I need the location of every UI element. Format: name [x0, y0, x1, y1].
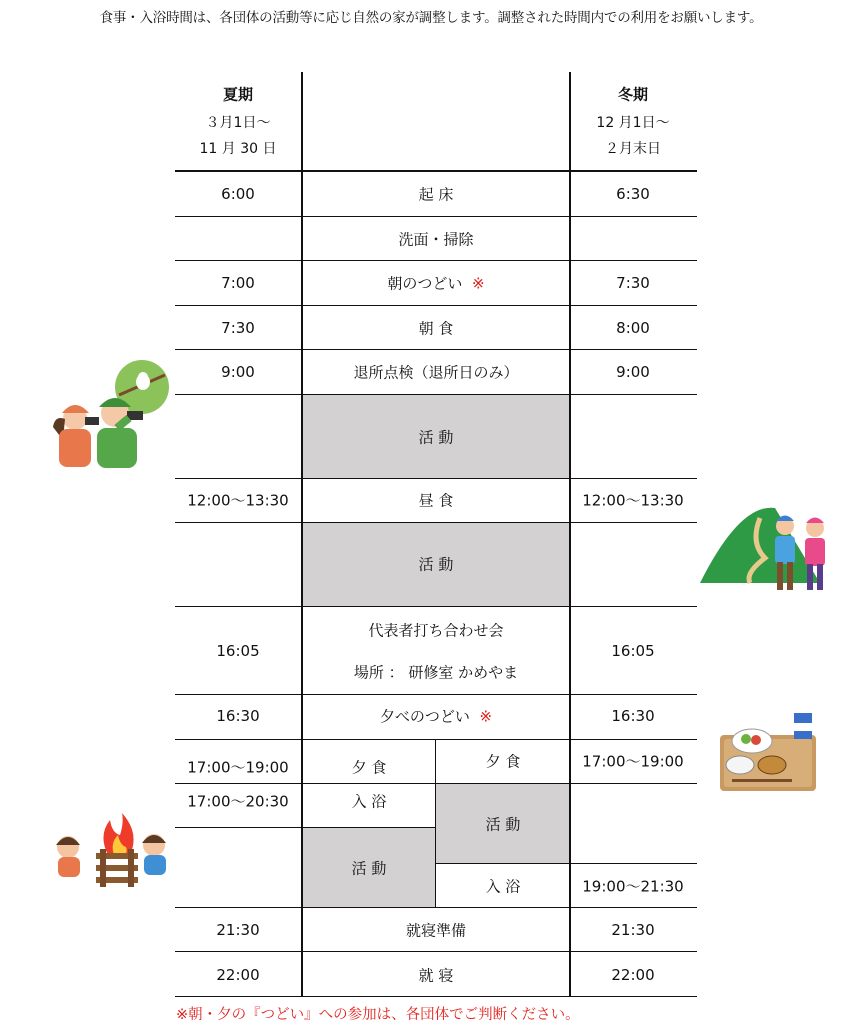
breakfast-summer-time: 7:30	[221, 319, 255, 337]
row-divider	[175, 606, 697, 607]
row-divider	[175, 478, 697, 479]
sleep-label: 就 寝	[418, 966, 454, 985]
lunch-summer-time: 12:00～13:30	[187, 491, 289, 510]
footnote: ※朝・夕の『つどい』への参加は、各団体でご判断ください。	[176, 1007, 580, 1023]
summer-evening-activity-label: 活 動	[351, 859, 387, 878]
morning-gathering-summer-time: 7:00	[221, 274, 255, 292]
row-divider	[175, 951, 697, 952]
row-divider	[175, 827, 436, 828]
intro-text: 食事・入浴時間は、各団体の活動等に応じ自然の家が調整します。調整された時間内での利用をお願いします。	[99, 10, 763, 26]
column-divider	[569, 72, 571, 996]
bath-winter-time: 19:00～21:30	[582, 877, 684, 896]
dinner-winter-time: 17:00～19:00	[582, 752, 684, 771]
column-divider	[435, 739, 436, 907]
breakfast-winter-time: 8:00	[616, 319, 650, 337]
note-mark: ※	[471, 274, 485, 293]
wake-label: 起 床	[418, 185, 454, 204]
campfire-kids-illustration	[50, 805, 175, 890]
dinner-winter-label: 夕 食	[485, 752, 521, 771]
bed-prep-label: 就寝準備	[405, 921, 467, 940]
evening-gathering-winter-time: 16:30	[611, 707, 655, 725]
activity2-label: 活 動	[418, 555, 454, 574]
summer-title: 夏期	[222, 85, 254, 104]
row-divider	[175, 260, 697, 261]
hiking-couple-illustration	[700, 498, 840, 598]
bath-winter-label: 入 浴	[485, 877, 521, 896]
morning-gathering-winter-time: 7:30	[616, 274, 650, 292]
row-divider	[436, 863, 697, 864]
row-divider	[175, 216, 697, 217]
leaders-meeting-place: 場所 ： 研修室 かめやま	[353, 663, 519, 682]
row-divider	[175, 522, 697, 523]
wake-summer-time: 6:00	[221, 185, 255, 203]
breakfast-label: 朝 食	[418, 319, 454, 338]
dinner-summer-label: 夕 食	[351, 758, 387, 777]
checkout-summer-time: 9:00	[221, 363, 255, 381]
winter-evening-activity-label: 活 動	[485, 815, 521, 834]
meal-tray-illustration	[718, 707, 818, 795]
bath-summer-label: 入 浴	[351, 792, 387, 811]
row-divider	[175, 170, 697, 172]
winter-to: ２月末日	[605, 141, 661, 157]
leaders-meeting-label: 代表者打ち合わせ会	[368, 621, 504, 640]
winter-title: 冬期	[617, 85, 649, 104]
birdwatching-kids-illustration	[45, 355, 175, 470]
sleep-winter-time: 22:00	[611, 966, 655, 984]
leaders-meeting-winter-time: 16:05	[611, 642, 655, 660]
row-divider	[175, 394, 697, 395]
lunch-label: 昼 食	[418, 491, 454, 510]
winter-from: 12 月1日～	[596, 115, 670, 131]
lunch-winter-time: 12:00～13:30	[582, 491, 684, 510]
row-divider	[175, 305, 697, 306]
activity1-label: 活 動	[418, 428, 454, 447]
summer-from: ３月1日～	[205, 115, 271, 131]
note-mark: ※	[479, 707, 493, 726]
wake-winter-time: 6:30	[616, 185, 650, 203]
row-divider	[175, 996, 697, 997]
row-divider	[175, 694, 697, 695]
row-divider	[175, 907, 697, 908]
row-divider	[175, 349, 697, 350]
leaders-meeting-summer-time: 16:05	[216, 642, 260, 660]
bath-summer-time: 17:00～20:30	[187, 792, 289, 811]
sleep-summer-time: 22:00	[216, 966, 260, 984]
bed-prep-winter-time: 21:30	[611, 921, 655, 939]
column-divider	[301, 72, 303, 996]
evening-gathering-summer-time: 16:30	[216, 707, 260, 725]
row-divider	[175, 739, 697, 740]
checkout-label: 退所点検（退所日のみ）	[353, 363, 519, 382]
summer-to: 11 月 30 日	[199, 141, 277, 157]
checkout-winter-time: 9:00	[616, 363, 650, 381]
dinner-summer-time: 17:00～19:00	[187, 758, 289, 777]
morning-gathering-label: 朝のつどい ※	[387, 274, 485, 293]
row-divider	[175, 783, 697, 784]
evening-gathering-label: 夕べのつどい ※	[379, 707, 493, 726]
bed-prep-summer-time: 21:30	[216, 921, 260, 939]
wash-label: 洗面・掃除	[398, 230, 474, 249]
